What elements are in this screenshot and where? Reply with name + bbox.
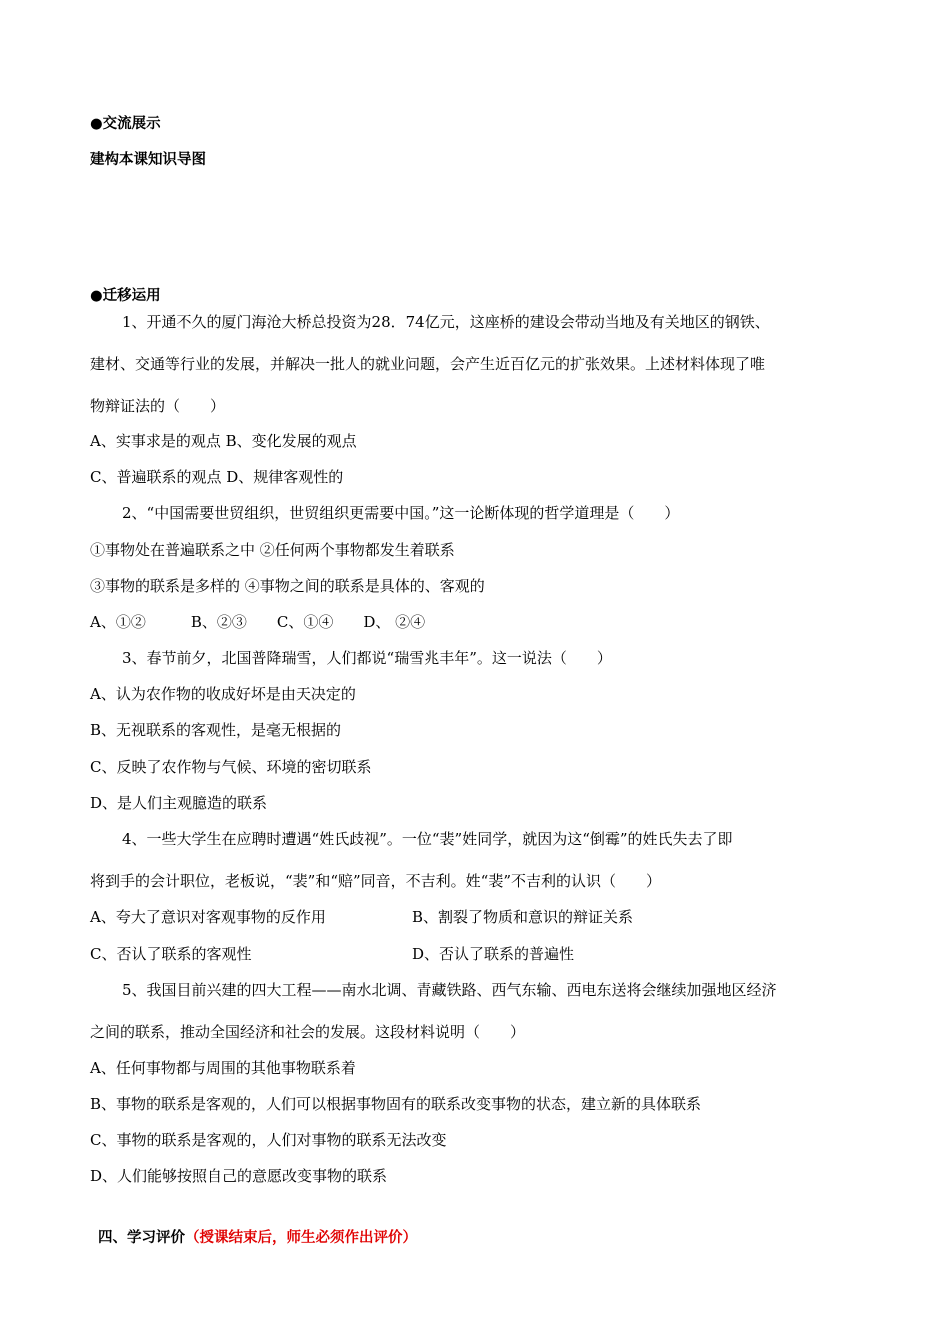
q2-options: A、①② B、②③ C、①④ D、 ②④ <box>90 613 426 631</box>
q3-option-a: A、认为农作物的收成好坏是由天决定的 <box>90 685 356 703</box>
q1-options-cd: C、普遍联系的观点 D、规律客观性的 <box>90 468 344 486</box>
q1-line1: 1、开通不久的厦门海沧大桥总投资为28．74亿元，这座桥的建设会带动当地及有关地区的钢铁、 <box>122 313 770 331</box>
q4-line1: 4、一些大学生在应聘时遭遇“姓氏歧视”。一位“裴”姓同学，就因为这“倒霉”的姓氏失去了即 <box>122 830 733 848</box>
q4-option-b: B、割裂了物质和意识的辩证关系 <box>412 908 634 926</box>
q4-option-d: D、否认了联系的普遍性 <box>412 945 575 963</box>
q3-line1: 3、春节前夕，北国普降瑞雪，人们都说“瑞雪兆丰年”。这一说法（ ） <box>122 649 612 667</box>
q5-option-b: B、事物的联系是客观的，人们可以根据事物固有的联系改变事物的状态，建立新的具体联系 <box>90 1095 702 1113</box>
evaluation-heading <box>98 1228 417 1248</box>
exchange-subtitle: 建构本课知识导图 <box>90 152 206 168</box>
q4-option-c: C、否认了联系的客观性 <box>90 945 252 963</box>
q2-items-12: ①事物处在普遍联系之中 ②任何两个事物都发生着联系 <box>90 541 455 559</box>
q5-line1: 5、我国目前兴建的四大工程——南水北调、青藏铁路、西气东输、西电东送将会继续加强地区经济 <box>122 981 777 999</box>
evaluation-note: （授课结束后，师生必须作出评价） <box>185 1230 417 1246</box>
q5-option-d: D、人们能够按照自己的意愿改变事物的联系 <box>90 1167 388 1185</box>
q2-items-34: ③事物的联系是多样的 ④事物之间的联系是具体的、客观的 <box>90 577 485 595</box>
q4-option-a: A、夸大了意识对客观事物的反作用 <box>90 908 326 926</box>
q3-option-b: B、无视联系的客观性，是毫无根据的 <box>90 721 342 739</box>
q5-option-a: A、任何事物都与周围的其他事物联系着 <box>90 1059 356 1077</box>
q1-options-ab: A、实事求是的观点 B、变化发展的观点 <box>90 432 357 450</box>
q4-options-cd <box>90 944 870 964</box>
q1-line3: 物辩证法的（ ） <box>90 397 226 415</box>
q5-option-c: C、事物的联系是客观的，人们对事物的联系无法改变 <box>90 1131 447 1149</box>
exchange-title: ●交流展示 <box>90 116 161 132</box>
q1-line2: 建材、交通等行业的发展，并解决一批人的就业问题，会产生近百亿元的扩张效果。上述材料体现了唯 <box>90 355 766 373</box>
q2-line1: 2、“中国需要世贸组织，世贸组织更需要中国。”这一论断体现的哲学道理是（ ） <box>122 504 680 522</box>
q3-option-d: D、是人们主观臆造的联系 <box>90 794 268 812</box>
q4-line2: 将到手的会计职位，老板说，“裴”和“赔”同音，不吉利。姓“裴”不吉利的认识（ ） <box>90 872 662 890</box>
evaluation-title: 四、学习评价 <box>98 1230 185 1246</box>
q4-options-ab <box>90 907 870 927</box>
apply-title: ●迁移运用 <box>90 288 161 304</box>
q5-line2: 之间的联系，推动全国经济和社会的发展。这段材料说明（ ） <box>90 1023 526 1041</box>
q3-option-c: C、反映了农作物与气候、环境的密切联系 <box>90 758 372 776</box>
